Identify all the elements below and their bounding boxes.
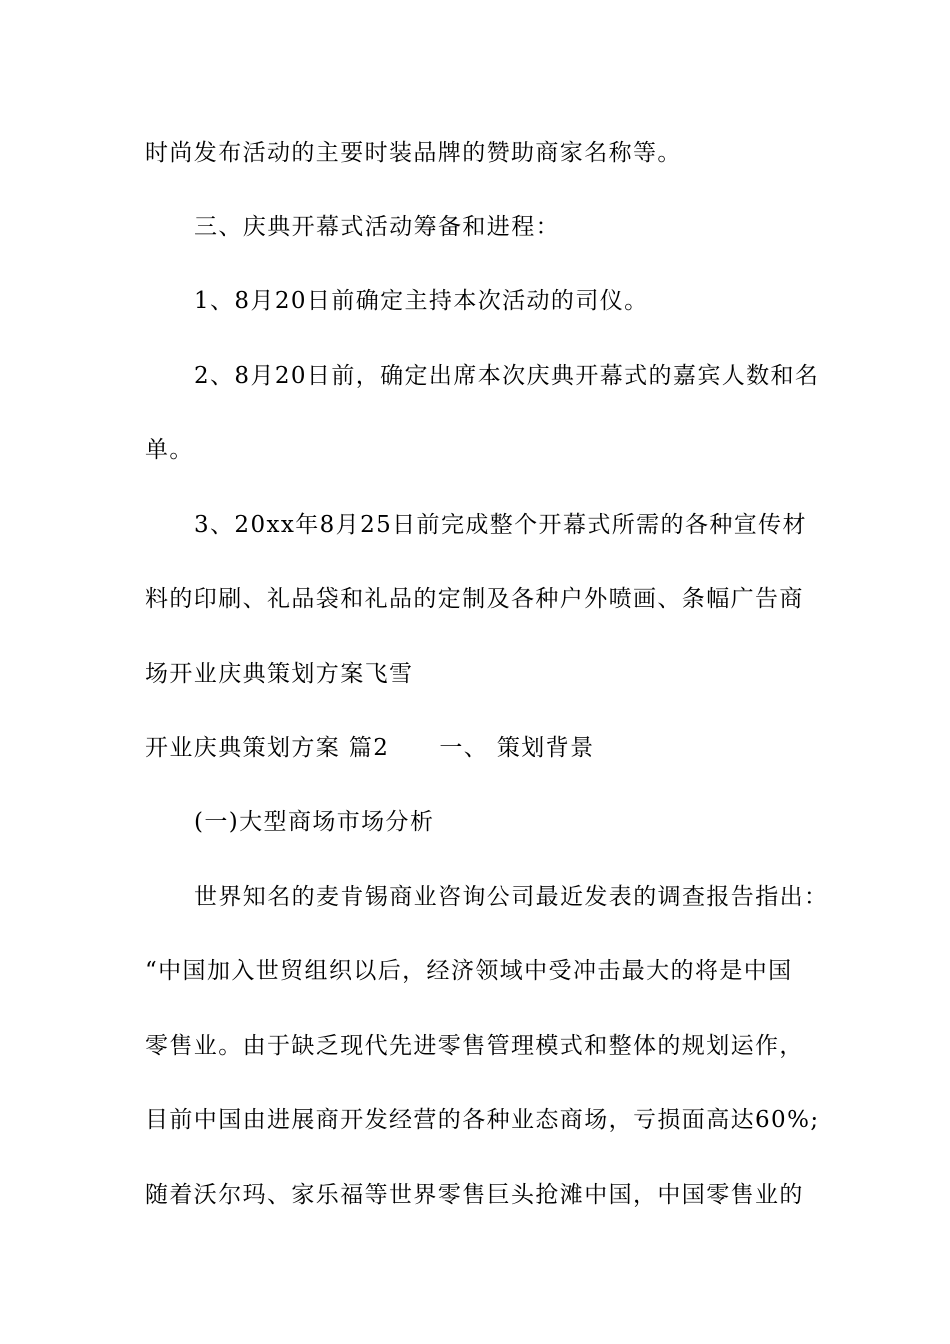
list-item-2-continued: 单。 bbox=[145, 437, 194, 463]
list-item-2: 2、8月20日前，确定出席本次庆典开幕式的嘉宾人数和名 bbox=[194, 363, 820, 389]
body-paragraph-line: 世界知名的麦肯锡商业咨询公司最近发表的调查报告指出： bbox=[194, 884, 829, 910]
article-title: 开业庆典策划方案 篇2 bbox=[145, 735, 390, 761]
paragraph-line: 时尚发布活动的主要时装品牌的赞助商家名称等。 bbox=[145, 140, 682, 166]
body-paragraph-line: “中国加入世贸组织以后，经济领域中受冲击最大的将是中国 bbox=[145, 958, 793, 984]
list-item-3: 3、20xx年8月25日前完成整个开幕式所需的各种宣传材 bbox=[194, 512, 807, 538]
body-paragraph-line: 随着沃尔玛、家乐福等世界零售巨头抢滩中国，中国零售业的 bbox=[145, 1182, 804, 1208]
list-item-3-end: 场开业庆典策划方案飞雪 bbox=[145, 661, 414, 687]
section-title: 一、 策划背景 bbox=[439, 735, 595, 761]
section-heading-three: 三、庆典开幕式活动筹备和进程： bbox=[194, 214, 560, 240]
section-heading-row bbox=[145, 733, 594, 763]
body-paragraph-line: 目前中国由进展商开发经营的各种业态商场，亏损面高达60%; bbox=[145, 1107, 820, 1133]
subsection-title: (一)大型商场市场分析 bbox=[194, 809, 435, 835]
body-paragraph-line: 零售业。由于缺乏现代先进零售管理模式和整体的规划运作， bbox=[145, 1033, 804, 1059]
list-item-1: 1、8月20日前确定主持本次活动的司仪。 bbox=[194, 288, 649, 314]
list-item-3-continued: 料的印刷、礼品袋和礼品的定制及各种户外喷画、条幅广告商 bbox=[145, 586, 804, 612]
